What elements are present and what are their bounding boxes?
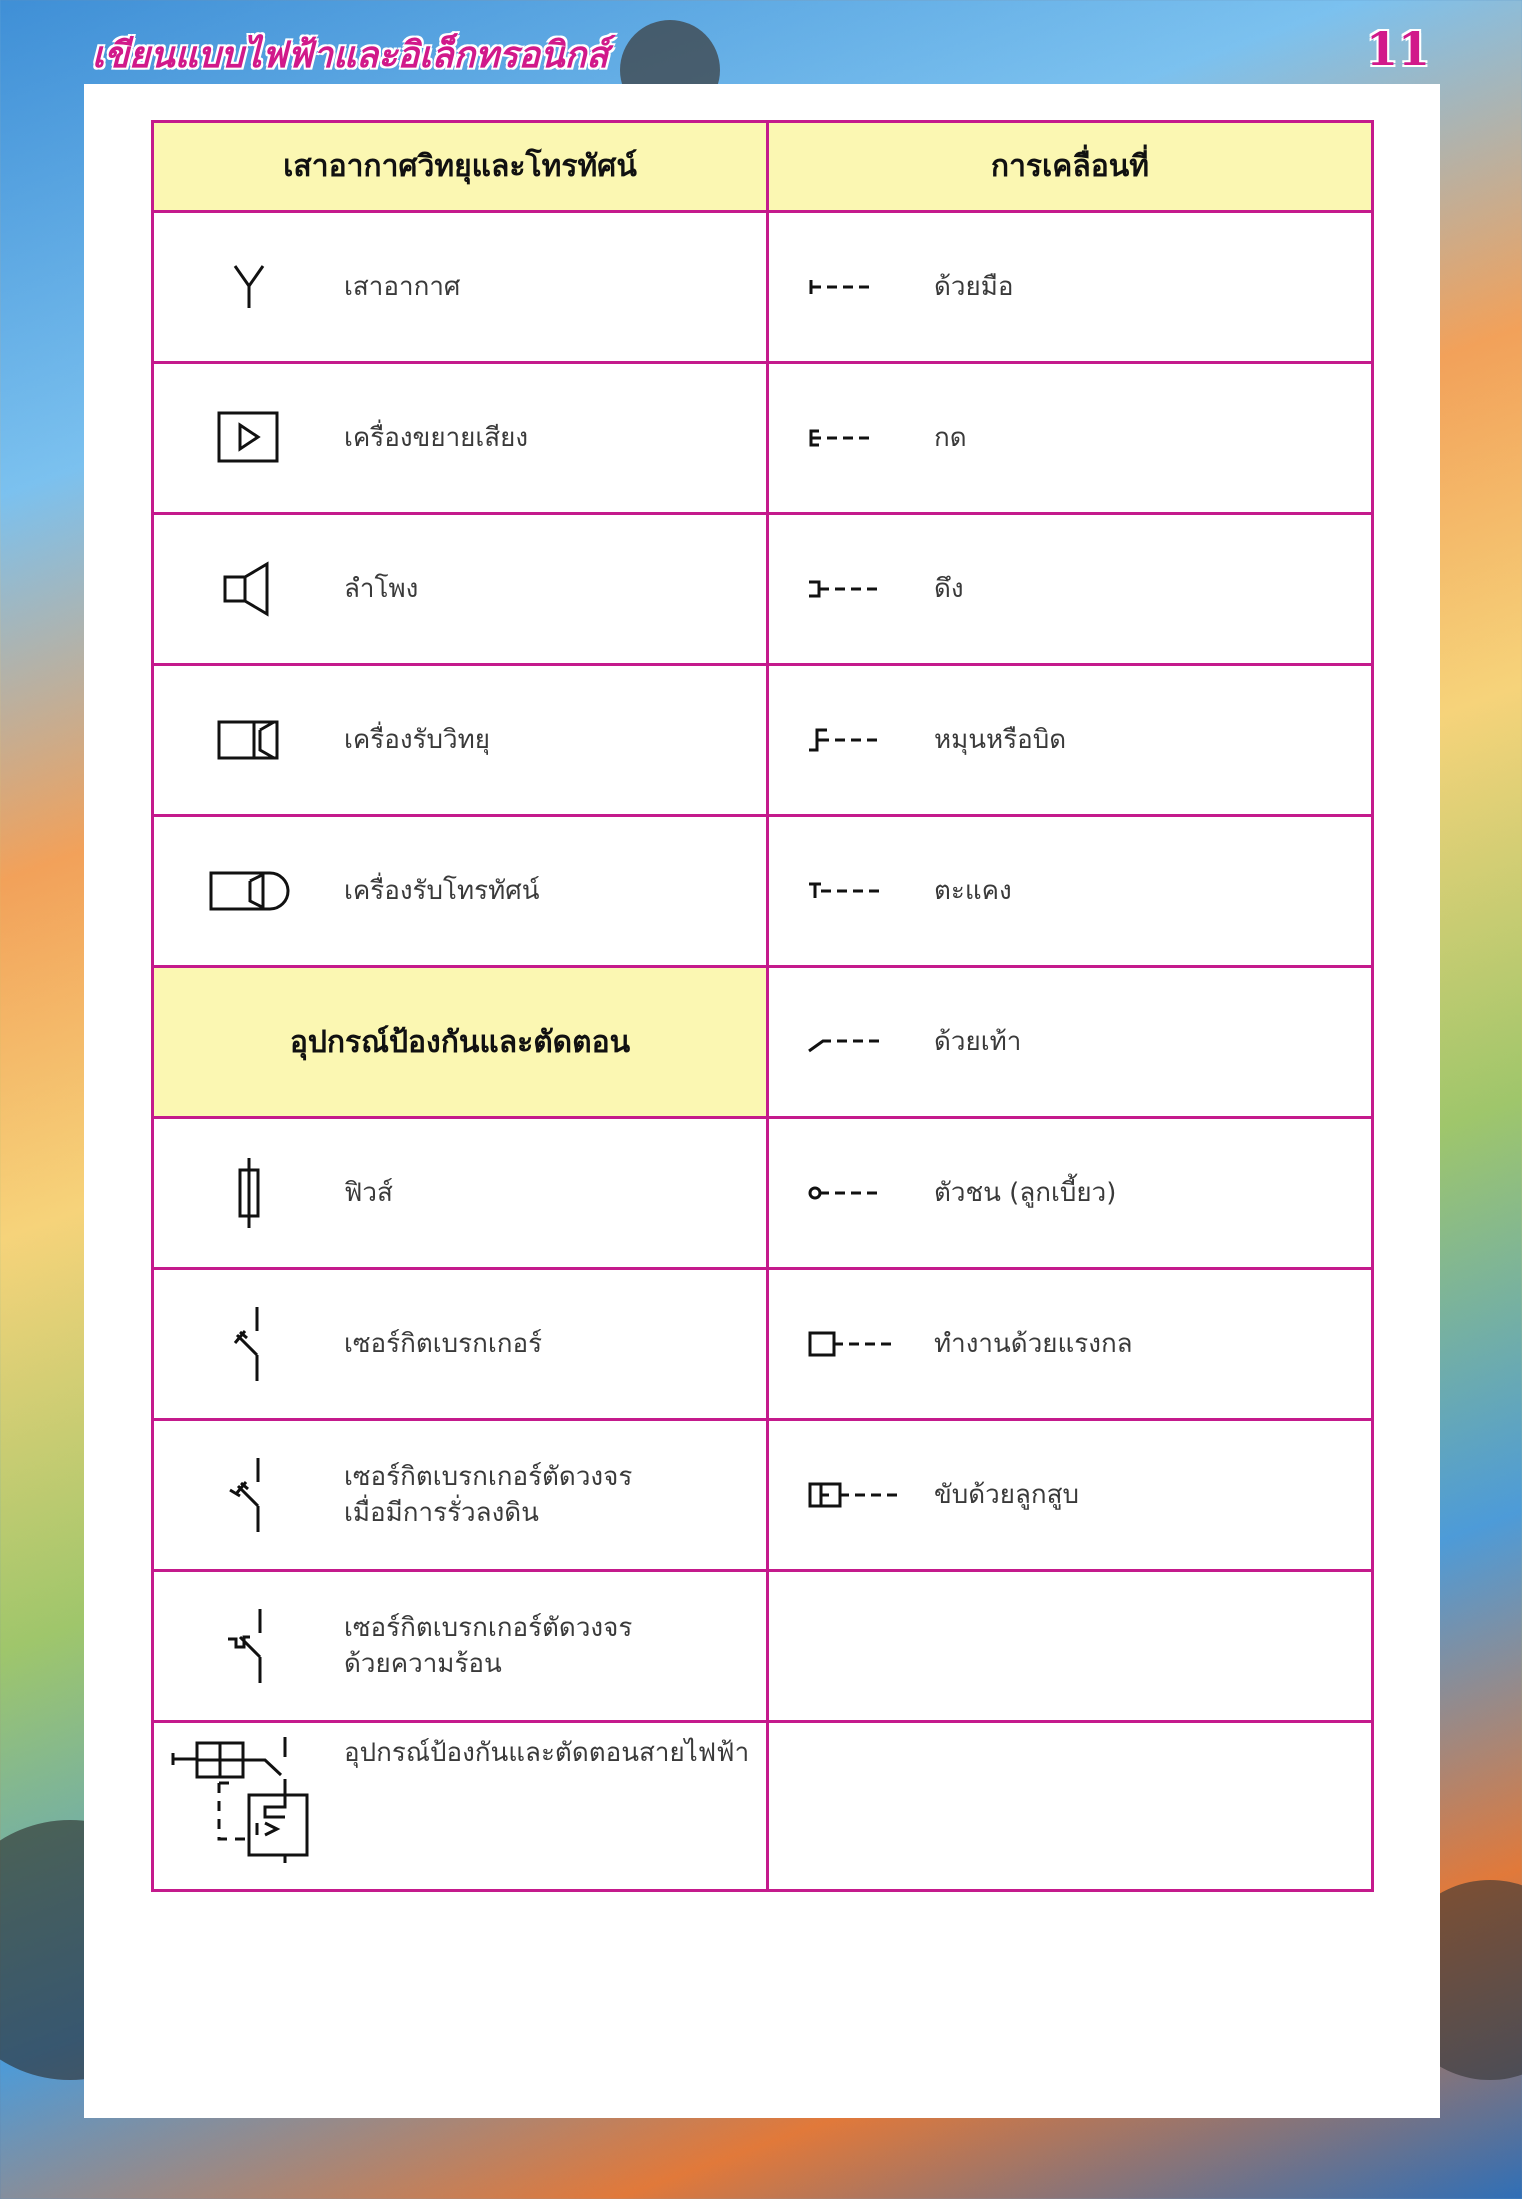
symbol-cell [153,816,768,967]
pull-operation-icon [769,577,934,601]
symbol-label: ตะแคง [934,875,1012,906]
symbol-label-line: ด้วยความร้อน [344,1649,502,1679]
symbol-label: เสาอากาศ [344,271,461,302]
thermal-breaker-icon [154,1607,344,1685]
table-row [153,363,1373,514]
circuit-breaker-icon [154,1305,344,1383]
motion-section-heading: การเคลื่อนที่ [768,122,1373,212]
symbol-label: หมุนหรือบิด [934,724,1067,755]
symbol-label-line: เซอร์กิตเบรกเกอร์ตัดวงจร [344,1461,633,1492]
symbol-cell [768,967,1373,1118]
table-row [153,1571,1373,1722]
page-header-title: เขียนแบบไฟฟ้าและอิเล็กทรอนิกส์ [92,34,609,76]
symbol-cell [153,1420,768,1571]
symbol-cell [153,1722,768,1891]
symbol-label: ทำงานด้วยแรงกล [934,1328,1133,1359]
amplifier-icon [154,410,344,466]
radio-receiver-icon [154,718,344,762]
table-row [153,212,1373,363]
protection-section-heading: อุปกรณ์ป้องกันและตัดตอน [153,967,768,1118]
symbol-label: เครื่องรับวิทยุ [344,724,490,755]
symbol-cell [768,665,1373,816]
symbol-cell [153,1118,768,1269]
table-row [153,1269,1373,1420]
symbol-cell [153,665,768,816]
piston-operation-icon [769,1480,934,1510]
symbol-cell [768,212,1373,363]
symbol-label: ดึง [934,573,964,604]
earth-leakage-breaker-icon [154,1456,344,1534]
symbol-label-line: เซอร์กิตเบรกเกอร์ตัดวงจร [344,1612,633,1643]
page-number: 11 [1365,22,1430,76]
table-row [153,1722,1373,1891]
table-row [153,967,1373,1118]
symbol-cell [153,363,768,514]
empty-cell [768,1571,1373,1722]
protection-device-icon [154,1735,344,1865]
table-row [153,514,1373,665]
symbol-label: กด [934,422,967,453]
symbol-label: อุปกรณ์ป้องกันและตัดตอนสายไฟฟ้า [344,1738,750,1768]
symbol-label-line: เมื่อมีการรั่วลงดิน [344,1498,539,1528]
symbol-label: ตัวชน (ลูกเบี้ยว) [934,1177,1117,1208]
symbol-cell [153,514,768,665]
symbol-cell [768,816,1373,967]
twist-operation-icon [769,725,934,755]
symbol-label: ลำโพง [344,573,419,604]
symbol-cell [768,1269,1373,1420]
symbol-cell [153,212,768,363]
table-row [153,1420,1373,1571]
mechanical-force-icon [769,1329,934,1359]
symbol-label: ขับด้วยลูกสูบ [934,1479,1080,1510]
table-header-row [153,122,1373,212]
antenna-icon [154,262,344,312]
symbol-label: ฟิวส์ [344,1177,393,1208]
symbol-cell [768,1420,1373,1571]
symbol-label [344,1459,632,1532]
table-row [153,665,1373,816]
speaker-icon [154,559,344,619]
antenna-section-heading: เสาอากาศวิทยุและโทรทัศน์ [153,122,768,212]
table-row [153,1118,1373,1269]
foot-operation-icon [769,1029,934,1055]
symbol-label [344,1610,632,1683]
symbol-cell [153,1571,768,1722]
symbol-label: เครื่องขยายเสียง [344,422,529,453]
symbol-label: เซอร์กิตเบรกเกอร์ [344,1328,543,1359]
manual-operation-icon [769,275,934,299]
lever-operation-icon [769,878,934,904]
empty-cell [768,1722,1373,1891]
push-operation-icon [769,426,934,450]
symbol-table [151,120,1374,1892]
cam-operation-icon [769,1181,934,1205]
symbol-label: ด้วยมือ [934,271,1014,302]
symbol-cell [768,1118,1373,1269]
tv-receiver-icon [154,869,344,913]
fuse-icon [154,1156,344,1230]
symbol-cell [153,1269,768,1420]
symbol-label: ด้วยเท้า [934,1026,1022,1057]
symbol-cell [768,514,1373,665]
table-row [153,816,1373,967]
symbol-cell [768,363,1373,514]
symbol-label: เครื่องรับโทรทัศน์ [344,875,540,906]
